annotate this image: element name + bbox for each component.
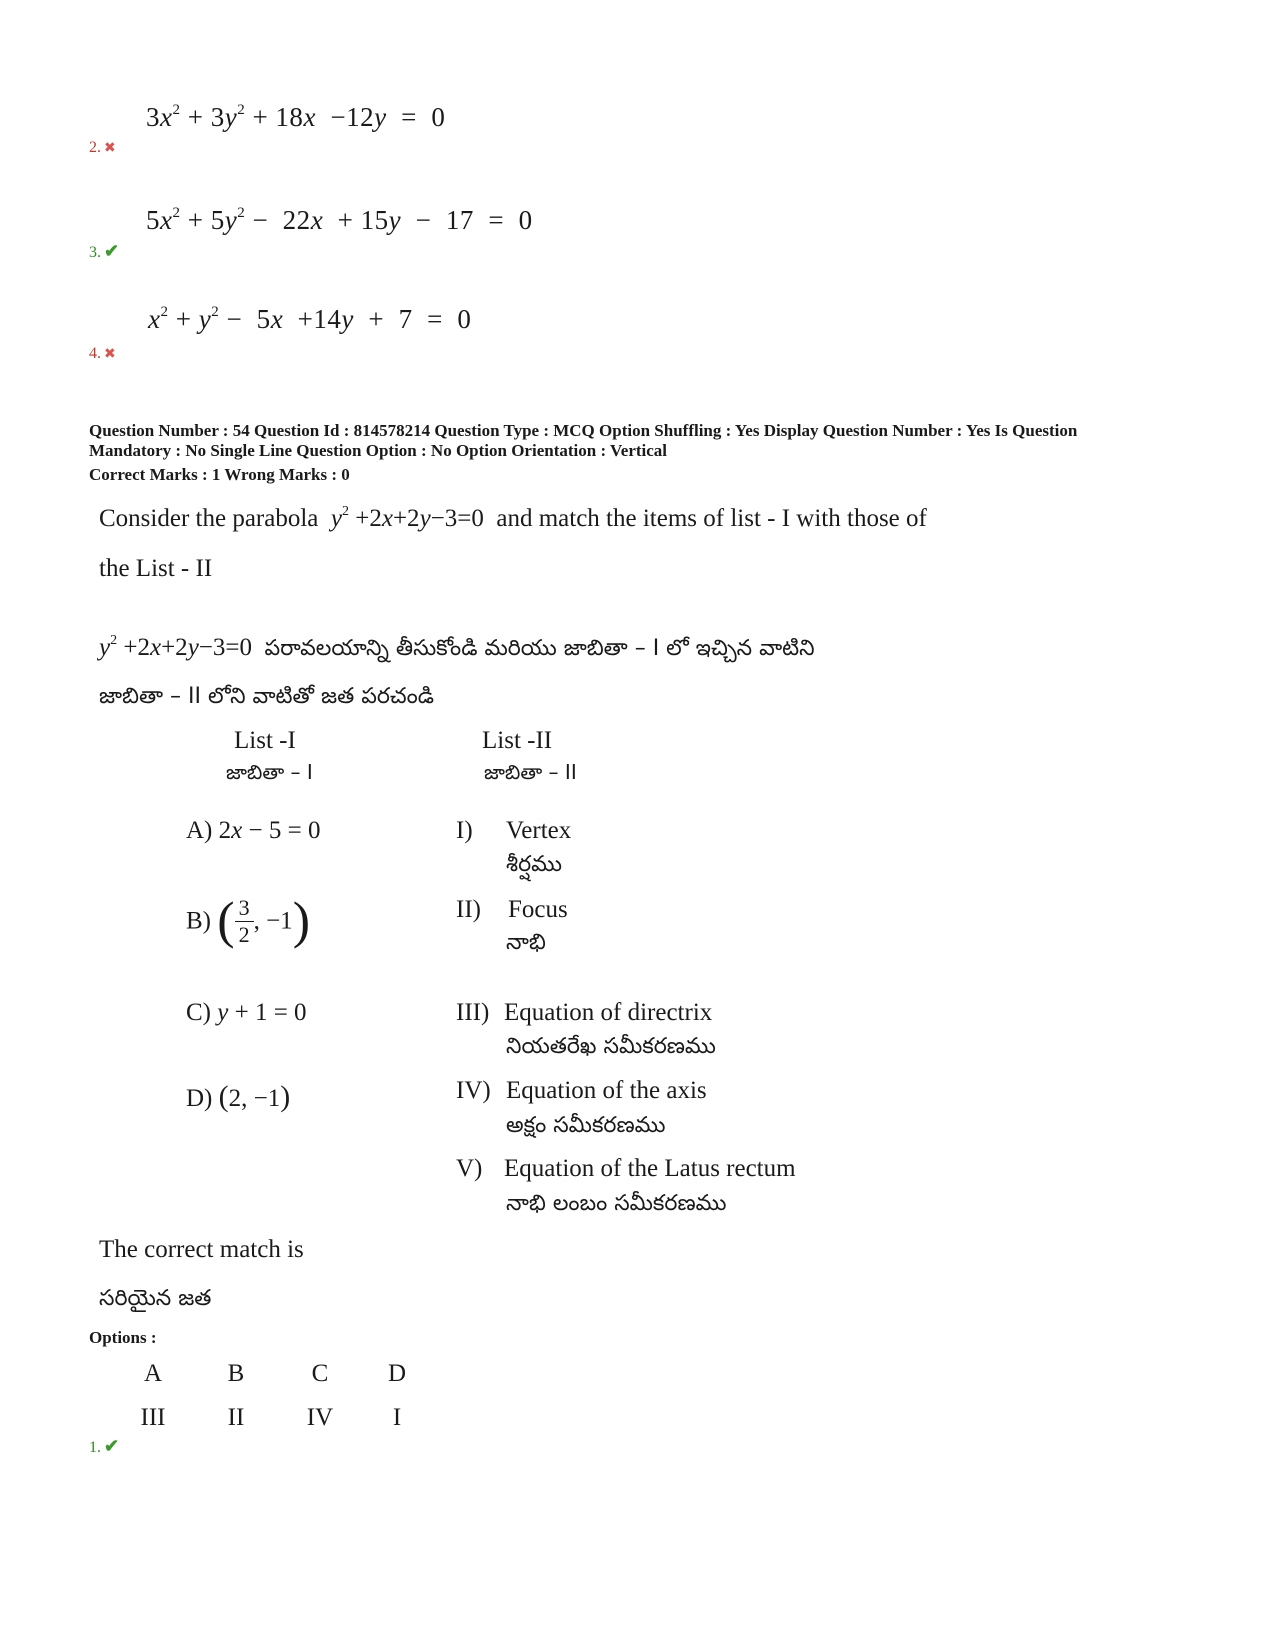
option-3-equation: $5x^2 + 5y^2 - 22x + 15y - 17 = 0$	[146, 205, 533, 235]
list2-item-3-te: నియతరేఖ సమీకరణము	[506, 1034, 716, 1059]
list2-header: List -II	[482, 727, 553, 754]
option-1-number: 1. ✔	[89, 1436, 120, 1456]
list2-item-1-en: Vertex	[506, 817, 572, 844]
list2-item-1-label: I)	[456, 817, 473, 844]
question-meta-line1: Question Number : 54 Question Id : 814578214 Question Type : MCQ Option Shuffling : Yes Display Question Number : Yes Is Question	[89, 421, 1078, 440]
option-1-header-a: A	[143, 1360, 163, 1387]
question-meta-line2: Mandatory : No Single Line Question Option : No Option Orientation : Vertical	[89, 441, 668, 460]
option-2-equation: $3x^2 + 3y^2 + 18x -12y = 0$	[146, 102, 446, 132]
question-marks: Correct Marks : 1 Wrong Marks : 0	[89, 465, 350, 484]
list2-item-4-en: Equation of the axis	[506, 1077, 707, 1104]
list2-item-4-te: అక్షం సమీకరణము	[506, 1113, 666, 1138]
option-1-value-a: III	[140, 1404, 166, 1431]
question-text-te-line1: $y^2 +2x+2y-3=0$ పరావలయాన్ని తీసుకోండి మరియు జాబితా – I లో ఇచ్చిన వాటిని	[99, 633, 815, 661]
option-1-value-b: II	[227, 1404, 245, 1431]
parabola-equation: $y^2 +2x+2y-3=0$	[330, 504, 484, 532]
list2-item-5-label: V)	[456, 1155, 483, 1182]
option-1-value-c: IV	[306, 1404, 334, 1431]
correct-match-te: సరియైన జత	[99, 1286, 212, 1311]
list2-item-4-label: IV)	[456, 1077, 491, 1104]
question-text-en-line2: the List - II	[99, 555, 213, 582]
list1-header-te: జాబితా – I	[226, 760, 313, 784]
question-text-te-line2: జాబితా – II లోని వాటితో జత పరచండి	[99, 684, 435, 709]
check-icon: ✔	[104, 1436, 120, 1456]
option-1-value-d: I	[392, 1404, 402, 1431]
cross-icon: ✖	[104, 141, 116, 156]
option-3-number: 3. ✔	[89, 241, 120, 261]
list2-item-3-en: Equation of directrix	[504, 999, 713, 1026]
list2-item-2-en: Focus	[508, 896, 568, 923]
option-4-equation: $x^2 + y^2 - 5x +14y + 7 = 0$	[148, 304, 472, 334]
option-2-number: 2. ✖	[89, 139, 116, 156]
check-icon: ✔	[104, 241, 120, 261]
option-1-header-b: B	[227, 1360, 245, 1387]
list2-item-1-te: శీర్షము	[506, 852, 563, 877]
option-1-header-c: C	[311, 1360, 329, 1387]
list1-item-c: C) y + 1 = 0	[186, 999, 307, 1026]
question-text-en-line1: Consider the parabola $y^2 +2x+2y-3=0$ and match the items of list - I with those of	[99, 504, 927, 532]
list2-item-2-label: II)	[456, 896, 481, 923]
list2-item-5-te: నాభి లంబం సమీకరణము	[506, 1191, 727, 1216]
option-4-number: 4. ✖	[89, 345, 116, 362]
list2-item-5-en: Equation of the Latus rectum	[504, 1155, 796, 1182]
correct-match-en: The correct match is	[99, 1236, 304, 1263]
list2-item-3-label: III)	[456, 999, 490, 1026]
list1-item-d: D) (2, −1)	[186, 1080, 291, 1113]
cross-icon: ✖	[104, 347, 116, 362]
option-1-header-d: D	[387, 1360, 407, 1387]
options-label: Options :	[89, 1328, 157, 1347]
list1-item-b: B) ( $\frac{3}{2}$ , −1)	[186, 892, 311, 950]
list1-item-a: A) 2x − 5 = 0	[186, 817, 321, 844]
list2-item-2-te: నాభి	[506, 930, 546, 955]
list1-header: List -I	[234, 727, 296, 754]
option-1-table[interactable]	[0, 1358, 500, 1438]
list2-header-te: జాబితా – II	[484, 760, 577, 784]
